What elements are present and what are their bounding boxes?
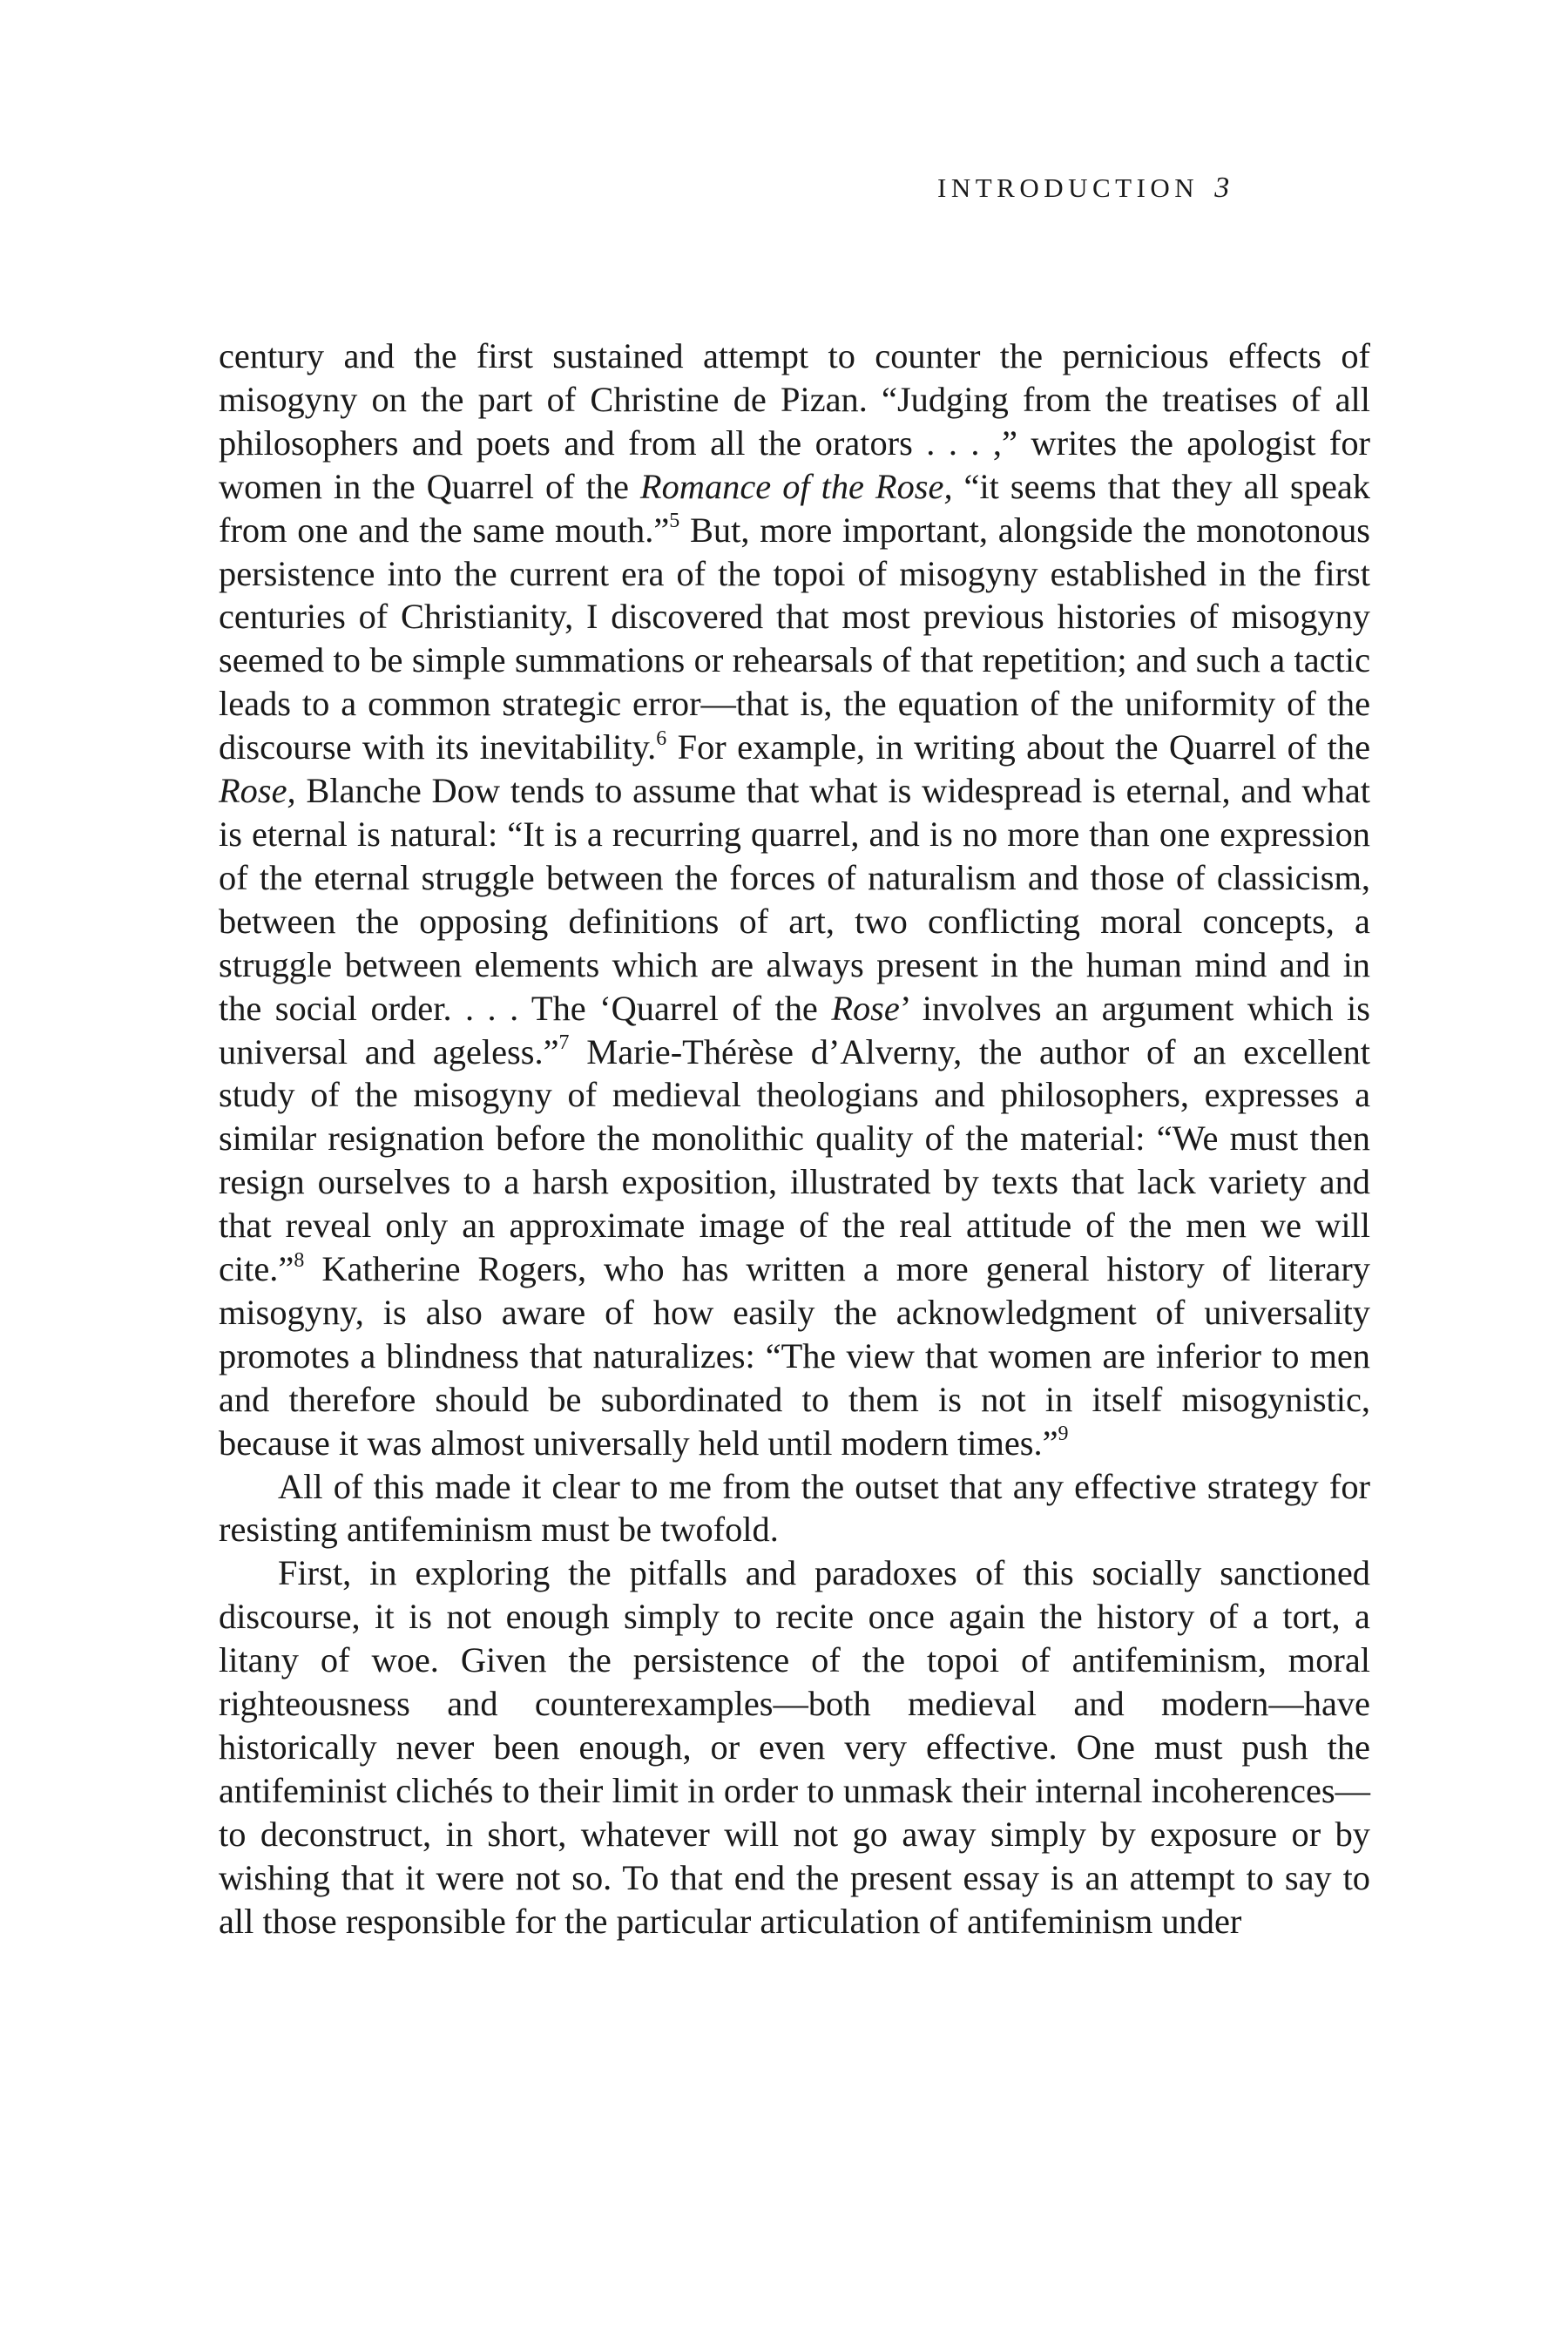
- paragraph-2: All of this made it clear to me from the outset that any effective strategy for resisting antifeminism must be twofold.: [219, 1466, 1370, 1550]
- italic-title: Rose: [831, 988, 900, 1028]
- page-number: 3: [1214, 172, 1230, 204]
- footnote-ref-6: 6: [656, 727, 667, 750]
- italic-title: Rose,: [219, 771, 296, 811]
- footnote-ref-7: 7: [558, 1031, 570, 1055]
- footnote-ref-5: 5: [669, 510, 680, 533]
- italic-title: Romance of the Rose,: [639, 466, 953, 506]
- paragraph-text: Marie-Thérèse d’Alverny, the author of an excellent study of the misogyny of medieval theologians and philosophers, expresses a similar resignation before the monolithic quality of the material: “We must then resign ourselves to a harsh exposition, illustrated by texts that lack variety and that reveal only an approximate image of the real attitude of the men we will cite.”: [219, 1031, 1370, 1289]
- body-text: [219, 335, 1370, 1943]
- paragraph-1: [219, 335, 1370, 1465]
- paragraph-text: ’ involves an argument which is universal and ageless.”: [219, 988, 1370, 1071]
- paragraph-3: First, in exploring the pitfalls and paradoxes of this socially sanctioned discourse, it is not enough simply to recite once again the history of a tort, a litany of woe. Given the persistence of the topoi of antifeminism, moral righteousness and counterexamples—both medieval and modern—have historically never been enough, or even very effective. One must push the antifeminist clichés to their limit in order to unmask their internal incoherences—to deconstruct, in short, whatever will not go away simply by exposure or by wishing that it were not so. To that end the present essay is an attempt to say to all those responsible for the particular articulation of antifeminism under: [219, 1553, 1370, 1941]
- footnote-ref-8: 8: [294, 1248, 305, 1272]
- footnote-ref-9: 9: [1058, 1423, 1069, 1446]
- paragraph-text: “it seems that they all speak from one and the same mouth.”: [219, 466, 1370, 550]
- paragraph-text: century and the first sustained attempt to counter the pernicious effects of misogyny on the part of Christine de Pizan. “Judging from the treatises of all philosophers and poets and from all the orators . . . ,” writes the apologist for women in the Quarrel of the: [219, 336, 1370, 506]
- paragraph-text: Katherine Rogers, who has written a more general history of literary misogyny, is also aware of how easily the acknowledgment of universality promotes a blindness that naturalizes: “The view that women are inferior to men and therefore should be subordinated to them is not in itself misogynistic, because it was almost universally held until modern times.”: [219, 1249, 1370, 1463]
- paragraph-text: But, more important, alongside the monotonous persistence into the current era of the topoi of misogyny established in the first centuries of Christianity, I discovered that most previous histories of misogyny seemed to be simple summations or rehearsals of that repetition; and such a tactic leads to a common strategic error—that is, the equation of the uniformity of the discourse with its inevitability.: [219, 510, 1370, 767]
- running-head-title: INTRODUCTION: [937, 172, 1200, 203]
- running-head: [937, 171, 1373, 206]
- paragraph-text: Blanche Dow tends to assume that what is widespread is eternal, and what is eternal is natural: “It is a recurring quarrel, and is no more than one expression of the eternal struggle between the forces of naturalism and those of classicism, between the opposing definitions of art, two conflicting moral concepts, a struggle between elements which are always present in the human mind and in the social order. . . . The ‘Quarrel of the: [219, 771, 1370, 1028]
- paragraph-text: For example, in writing about the Quarrel of the: [666, 727, 1370, 767]
